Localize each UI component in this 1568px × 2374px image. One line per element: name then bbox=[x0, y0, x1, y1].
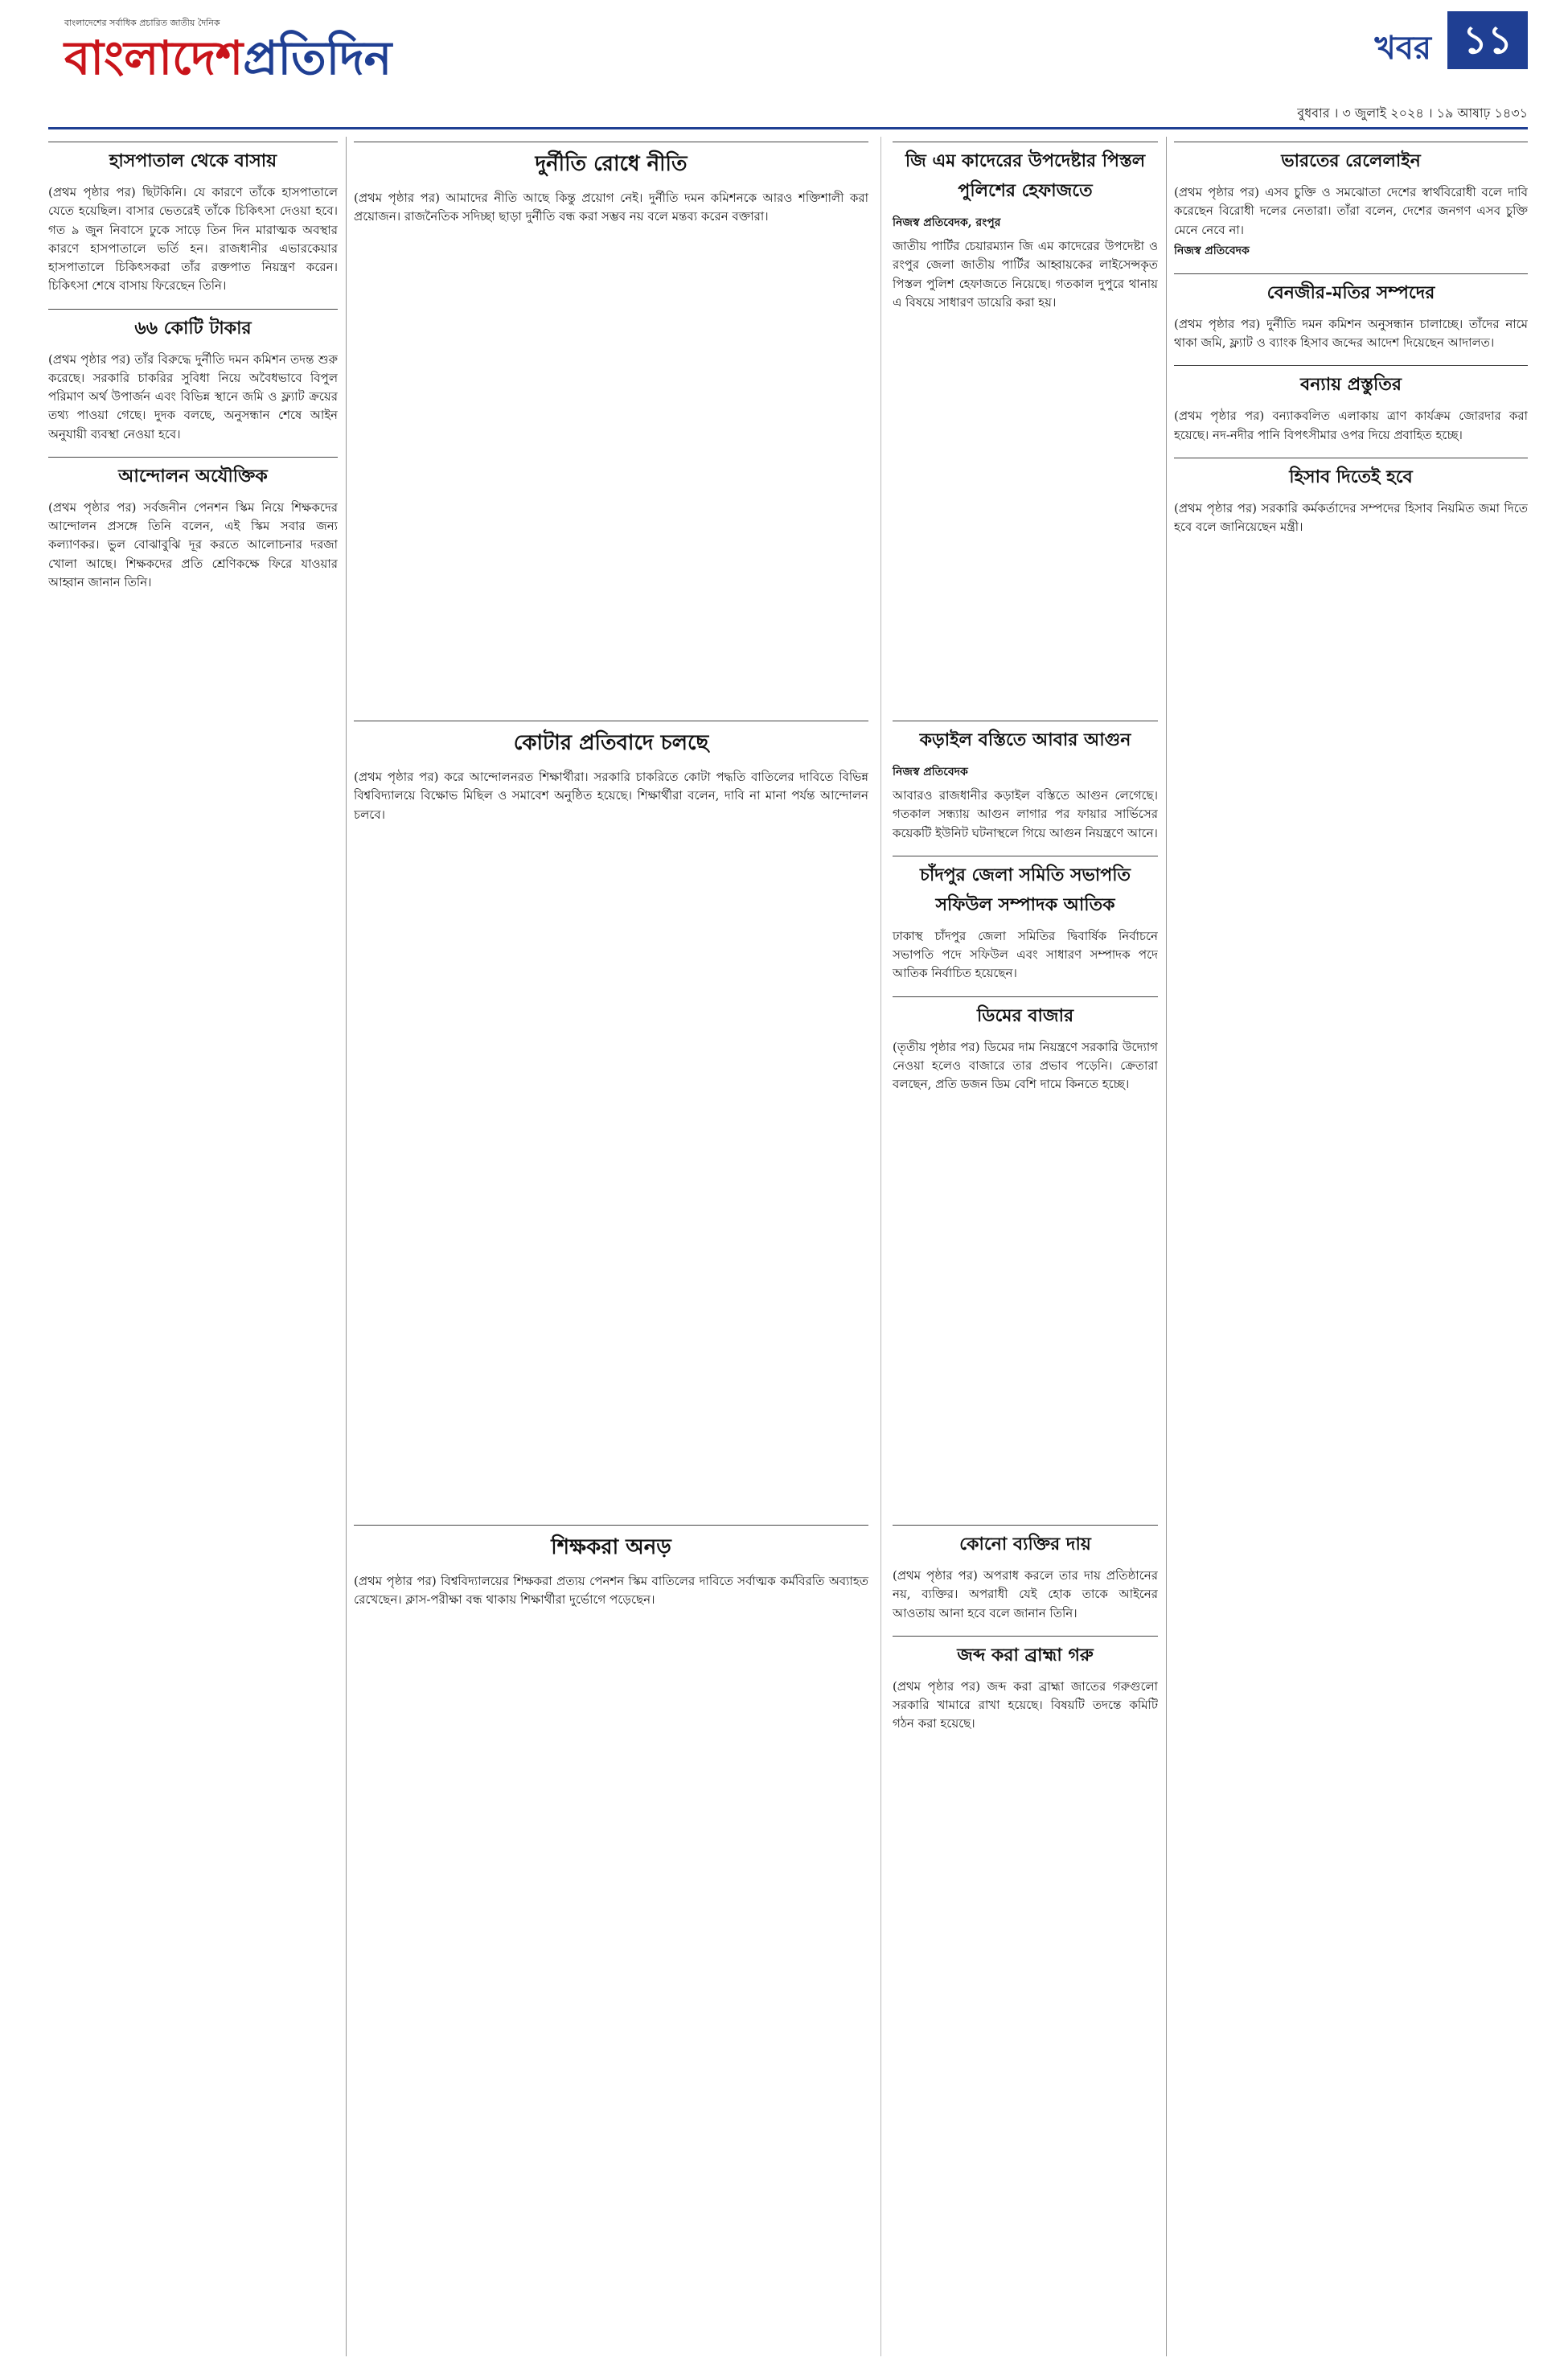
article-body: (প্রথম পৃষ্ঠার পর) বন্যাকবলিত এলাকায় ত্রাণ কার্যক্রম জোরদার করা হয়েছে। নদ-নদীর পানি বিপৎসীমার ওপর দিয়ে প্রবাহিত হচ্ছে। bbox=[1174, 409, 1528, 442]
article-headline: জব্দ করা ব্রাহ্মা গরু bbox=[893, 1636, 1158, 1671]
article-66-crore bbox=[48, 309, 338, 444]
article-corruption bbox=[354, 137, 868, 227]
article-headline: বন্যায় প্রস্তুতির bbox=[1174, 365, 1528, 400]
article-byline: নিজস্ব প্রতিবেদক, রংপুর bbox=[893, 216, 1001, 229]
article-byline: নিজস্ব প্রতিবেদক bbox=[893, 766, 968, 778]
article-body: জাতীয় পার্টির চেয়ারম্যান জি এম কাদেরের উপদেষ্টা ও রংপুর জেলা জাতীয় পার্টির আহ্বায়কের লাইসেন্সকৃত পিস্তল পুলিশ হেফাজতে নিয়েছে। গতকাল দুপুরে থানায় এ বিষয়ে সাধারণ ডায়েরি করা হয়। bbox=[893, 239, 1158, 310]
article-individual bbox=[893, 1525, 1158, 1623]
article-headline: ৬৬ কোটি টাকার bbox=[48, 309, 338, 344]
mid-middle-row bbox=[354, 716, 1158, 1520]
column-4 bbox=[1174, 137, 1528, 2356]
article-rail bbox=[1174, 142, 1528, 261]
article-flood bbox=[1174, 365, 1528, 445]
article-body: (তৃতীয় পৃষ্ঠার পর) ডিমের দাম নিয়ন্ত্রণে সরকারি উদ্যোগ নেওয়া হলেও বাজারে তার প্রভাব পড়েনি। ক্রেতারা বলছেন, প্রতি ডজন ডিম বেশি দামে কিনতে হচ্ছে। bbox=[893, 1039, 1158, 1091]
middle-columns bbox=[354, 137, 1158, 2356]
article-body: (প্রথম পৃষ্ঠার পর) বিশ্ববিদ্যালয়ের শিক্ষকরা প্রত্যয় পেনশন স্কিম বাতিলের দাবিতে সর্বাত্মক কর্মবিরতি অব্যাহত রেখেছেন। ক্লাস-পরীক্ষা বন্ধ থাকায় শিক্ষার্থীরা দুর্ভোগে পড়েছেন। bbox=[354, 1574, 868, 1608]
mid-right-stack bbox=[893, 716, 1158, 1107]
article-signoff: নিজস্ব প্রতিবেদক bbox=[1174, 244, 1250, 257]
article-headline: বেনজীর-মতির সম্পদের bbox=[1174, 273, 1528, 309]
article-headline: হিসাব দিতেই হবে bbox=[1174, 458, 1528, 493]
dateline: বুধবার । ৩ জুলাই ২০২৪ । ১৯ আষাঢ় ১৪৩১ bbox=[1297, 105, 1528, 121]
article-body: (প্রথম পৃষ্ঠার পর) করে আন্দোলনরত শিক্ষার্থীরা। সরকারি চাকরিতে কোটা পদ্ধতি বাতিলের দাবিতে বিভিন্ন বিশ্ববিদ্যালয়ে বিক্ষোভ মিছিল ও সমাবেশ অনুষ্ঠিত হয়েছে। শিক্ষার্থীরা বলেন, দাবি না মানা পর্যন্ত আন্দোলন চলবে। bbox=[354, 770, 868, 822]
column-divider bbox=[346, 137, 347, 2356]
logo-tagline: বাংলাদেশের সর্বাধিক প্রচারিত জাতীয় দৈনিক bbox=[64, 18, 220, 28]
mid-top-row bbox=[354, 137, 1158, 716]
article-hospital bbox=[48, 142, 338, 296]
article-body: (প্রথম পৃষ্ঠার পর) এসব চুক্তি ও সমঝোতা দেশের স্বার্থবিরোধী বলে দাবি করেছেন বিরোধী দলের নেতারা। তাঁরা বলেন, দেশের জনগণ এসব চুক্তি মেনে নেবে না। bbox=[1174, 185, 1528, 237]
article-headline: শিক্ষকরা অনড় bbox=[354, 1525, 868, 1566]
name-part2: প্রতিদিন bbox=[243, 31, 392, 85]
article-headline: আন্দোলন অযৌক্তিক bbox=[48, 457, 338, 492]
article-quota bbox=[354, 716, 868, 824]
mid-bottom-right-stack bbox=[893, 1520, 1158, 1747]
article-body: (প্রথম পৃষ্ঠার পর) ছিটকিনি। যে কারণে তাঁকে হাসপাতালে যেতে হয়েছিল। বাসার ভেতরেই তাঁকে চিকিৎসা দেওয়া হবে। গত ৯ জুন নিবাসে ঢুকে সাড়ে তিন দিন মারাত্মক অবস্থার কারণে হাসপাতালে ভর্তি হন। রাজধানীর এভারকেয়ার হাসপাতালে চিকিৎসকরা তাঁর রক্তপাত নিয়ন্ত্রণ করেন। চিকিৎসা শেষে বাসায় ফিরেছেন তিনি। bbox=[48, 185, 338, 294]
article-teachers bbox=[354, 1520, 868, 1610]
column-1 bbox=[48, 137, 338, 2356]
article-body: (প্রথম পৃষ্ঠার পর) আমাদের নীতি আছে কিন্তু প্রয়োগ নেই। দুর্নীতি দমন কমিশনকে আরও শক্তিশালী করা প্রয়োজন। রাজনৈতিক সদিচ্ছা ছাড়া দুর্নীতি বন্ধ করা সম্ভব নয় বলে মন্তব্য করেন বক্তারা। bbox=[354, 191, 868, 224]
article-body: (প্রথম পৃষ্ঠার পর) সরকারি কর্মকর্তাদের সম্পদের হিসাব নিয়মিত জমা দিতে হবে বলে জানিয়েছেন মন্ত্রী। bbox=[1174, 500, 1528, 534]
masthead-rule bbox=[48, 127, 1528, 129]
name-part1: বাংলাদেশ bbox=[64, 31, 244, 85]
column-divider bbox=[880, 137, 881, 716]
article-headline: দুর্নীতি রোধে নীতি bbox=[354, 142, 868, 183]
masthead bbox=[48, 0, 1528, 129]
column-divider bbox=[1166, 137, 1167, 2356]
article-body: (প্রথম পৃষ্ঠার পর) জব্দ করা ব্রাহ্মা জাতের গরুগুলো সরকারি খামারে রাখা হয়েছে। বিষয়টি তদন্তে কমিটি গঠন করা হয়েছে। bbox=[893, 1678, 1158, 1731]
article-pistol bbox=[893, 137, 1158, 312]
column-divider bbox=[880, 1520, 881, 2356]
article-headline: জি এম কাদেরের উপদেষ্টার পিস্তল পুলিশের হেফাজতে bbox=[893, 142, 1158, 207]
article-headline: ডিমের বাজার bbox=[893, 996, 1158, 1032]
article-body: (প্রথম পৃষ্ঠার পর) সর্বজনীন পেনশন স্কিম নিয়ে শিক্ষকদের আন্দোলন প্রসঙ্গে তিনি বলেন, এই স্কিম সবার জন্য কল্যাণকর। ভুল বোঝাবুঝি দূর করতে আলোচনার দরজা খোলা আছে। শিক্ষকদের প্রতি শ্রেণিকক্ষে ফিরে যাওয়ার আহ্বান জানান তিনি। bbox=[48, 499, 338, 589]
article-headline: ভারতের রেলেলাইন bbox=[1174, 142, 1528, 177]
article-benazir bbox=[1174, 273, 1528, 353]
newspaper-logo bbox=[64, 16, 392, 85]
article-body: (প্রথম পৃষ্ঠার পর) দুর্নীতি দমন কমিশন অনুসন্ধান চালাচ্ছে। তাঁদের নামে থাকা জমি, ফ্ল্যাট ও ব্যাংক হিসাব জব্দের আদেশ দিয়েছেন আদালত। bbox=[1174, 316, 1528, 350]
article-accounts bbox=[1174, 458, 1528, 537]
newspaper-name bbox=[64, 31, 392, 85]
mid-bottom-row bbox=[354, 1520, 1158, 2356]
article-cattle bbox=[893, 1636, 1158, 1734]
article-body: ঢাকাস্থ চাঁদপুর জেলা সমিতির দ্বিবার্ষিক নির্বাচনে সভাপতি পদে সফিউল এবং সাধারণ সম্পাদক পদে আতিক নির্বাচিত হয়েছেন। bbox=[893, 928, 1158, 981]
article-body: (প্রথম পৃষ্ঠার পর) অপরাধ করলে তার দায় প্রতিষ্ঠানের নয়, ব্যক্তির। অপরাধী যেই হোক তাকে আইনের আওতায় আনা হবে বলে জানান তিনি। bbox=[893, 1568, 1158, 1620]
section-label: খবর bbox=[1374, 30, 1431, 67]
article-headline: কড়াইল বস্তিতে আবার আগুন bbox=[893, 721, 1158, 756]
article-movement bbox=[48, 457, 338, 592]
article-chandpur bbox=[893, 856, 1158, 984]
article-body: (প্রথম পৃষ্ঠার পর) তাঁর বিরুদ্ধে দুর্নীতি দমন কমিশন তদন্ত শুরু করেছে। সরকারি চাকরির সুবিধা নিয়ে অবৈধভাবে বিপুল পরিমাণ অর্থ উপার্জন এবং বিভিন্ন স্থানে জমি ও ফ্ল্যাট ক্রয়ের তথ্য পাওয়া গেছে। দুদক বলছে, অনুসন্ধান শেষে আইন অনুযায়ী ব্যবস্থা নেওয়া হবে। bbox=[48, 351, 338, 442]
article-headline: হাসপাতাল থেকে বাসায় bbox=[48, 142, 338, 177]
article-headline: কোটার প্রতিবাদে চলছে bbox=[354, 721, 868, 762]
page-number: ১১ bbox=[1447, 11, 1528, 69]
article-headline: কোনো ব্যক্তির দায় bbox=[893, 1525, 1158, 1560]
article-korail bbox=[893, 721, 1158, 843]
article-body: আবারও রাজধানীর কড়াইল বস্তিতে আগুন লেগেছে। গতকাল সন্ধ্যায় আগুন লাগার পর ফায়ার সার্ভিসের কয়েকটি ইউনিট ঘটনাস্থলে গিয়ে আগুন নিয়ন্ত্রণে আনে। bbox=[893, 788, 1158, 840]
article-headline: চাঁদপুর জেলা সমিতি সভাপতি সফিউল সম্পাদক আতিক bbox=[893, 856, 1158, 921]
article-eggs bbox=[893, 996, 1158, 1095]
column-divider bbox=[880, 716, 881, 1520]
